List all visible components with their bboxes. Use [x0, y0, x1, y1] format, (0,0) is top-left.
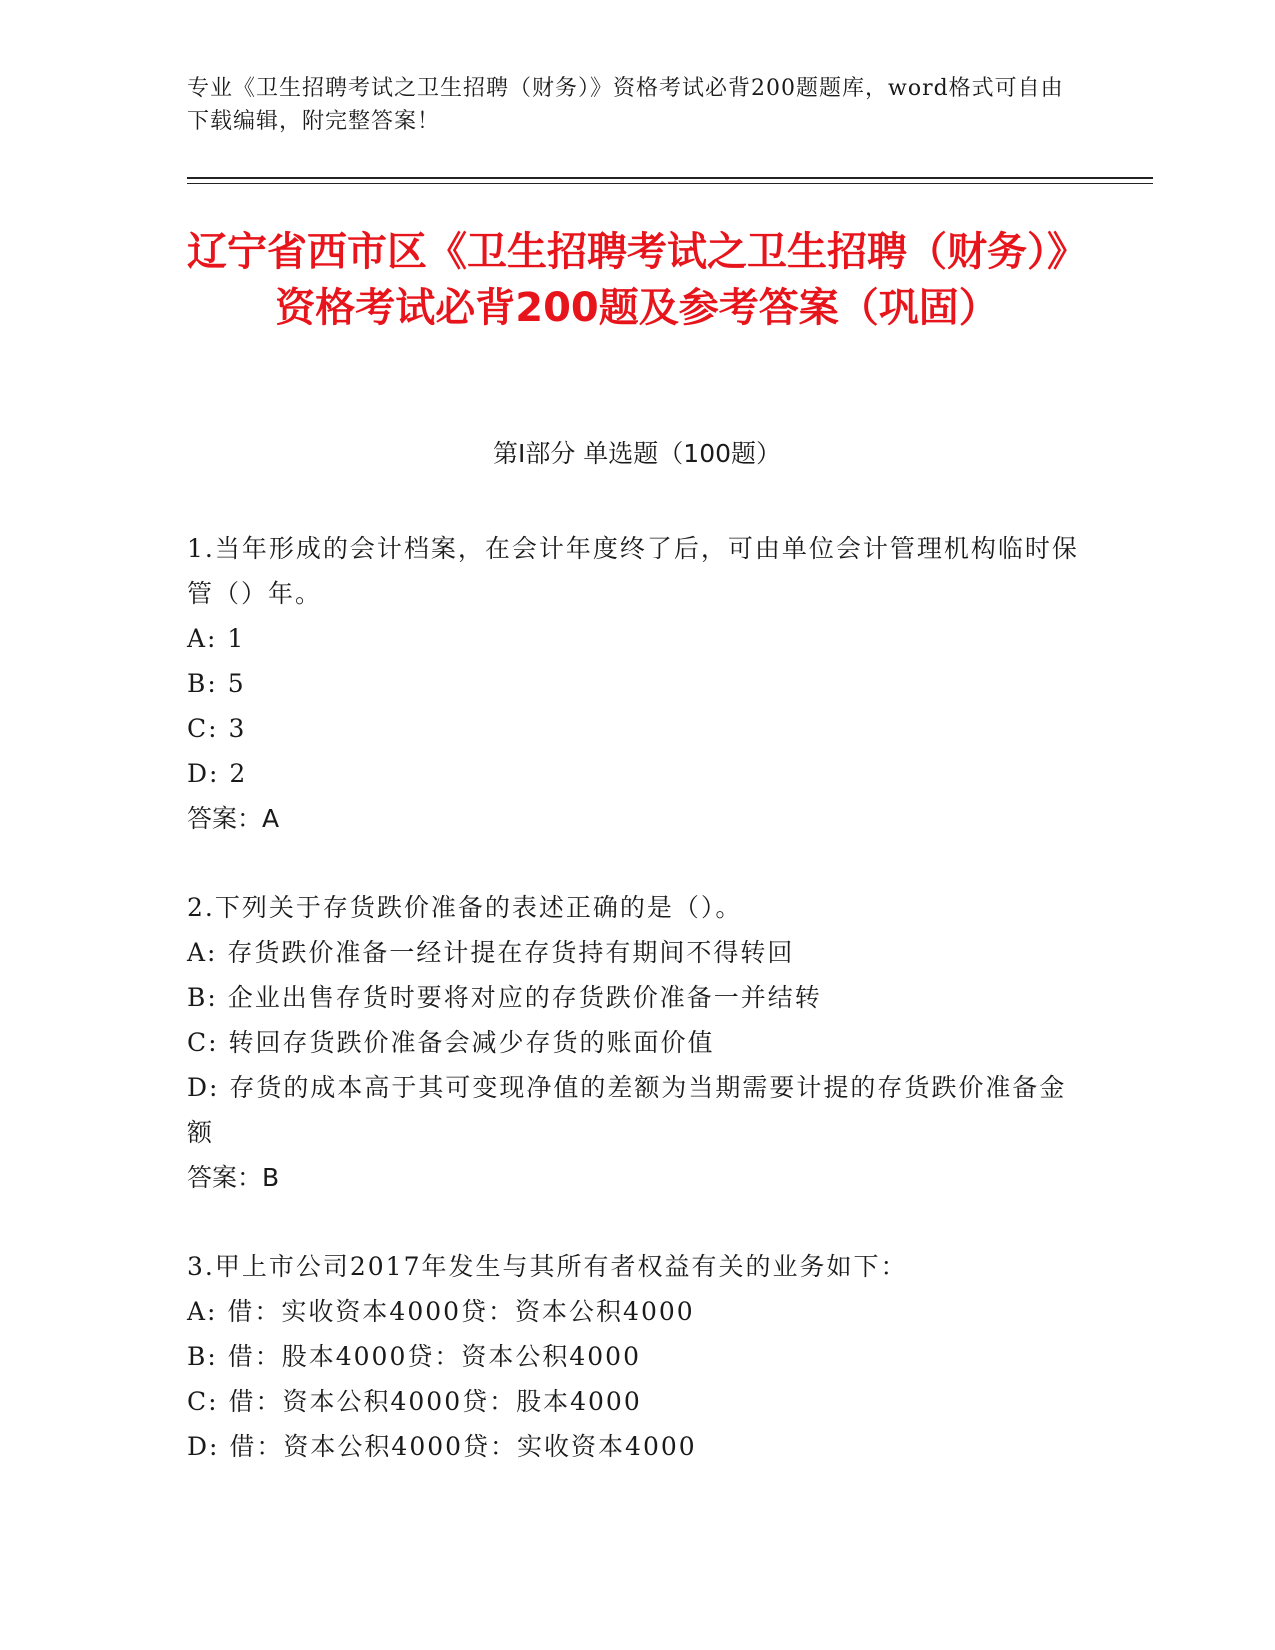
question-1 — [187, 526, 1087, 841]
question-stem: 2.下列关于存货跌价准备的表述正确的是（）。 — [187, 893, 743, 922]
option-c: C: 借：资本公积4000贷：股本4000 — [187, 1387, 642, 1416]
answer: 答案：B — [187, 1163, 280, 1192]
option-c: C: 转回存货跌价准备会减少存货的账面价值 — [187, 1028, 715, 1057]
option-d: D: 借：资本公积4000贷：实收资本4000 — [187, 1432, 697, 1461]
option-d: D: 2 — [187, 759, 248, 788]
question-stem: 1.当年形成的会计档案，在会计年度终了后，可由单位会计管理机构临时保管（）年。 — [187, 534, 1079, 608]
option-b: B: 企业出售存货时要将对应的存货跌价准备一并结转 — [187, 983, 822, 1012]
header-divider-thin — [187, 183, 1153, 184]
question-3 — [187, 1244, 1087, 1469]
question-stem: 3.甲上市公司2017年发生与其所有者权益有关的业务如下： — [187, 1252, 908, 1281]
option-a: A: 1 — [187, 624, 246, 653]
header-note: 专业《卫生招聘考试之卫生招聘（财务）》资格考试必背200题题库，word格式可自由下载编辑，附完整答案！ — [187, 76, 1064, 134]
question-list — [187, 526, 1087, 1513]
document-title: 辽宁省西市区《卫生招聘考试之卫生招聘（财务）》资格考试必背200题及参考答案（巩固） — [187, 229, 1087, 331]
option-c: C: 3 — [187, 714, 247, 743]
answer: 答案：A — [187, 804, 280, 833]
question-2 — [187, 885, 1087, 1200]
option-a: A: 存货跌价准备一经计提在存货持有期间不得转回 — [187, 938, 795, 967]
section-title: 第I部分 单选题（100题） — [492, 439, 782, 468]
option-b: B: 借：股本4000贷：资本公积4000 — [187, 1342, 641, 1371]
option-a: A: 借：实收资本4000贷：资本公积4000 — [187, 1297, 695, 1326]
header-divider-thick — [187, 177, 1153, 179]
option-d: D: 存货的成本高于其可变现净值的差额为当期需要计提的存货跌价准备金额 — [187, 1073, 1067, 1147]
option-b: B: 5 — [187, 669, 246, 698]
